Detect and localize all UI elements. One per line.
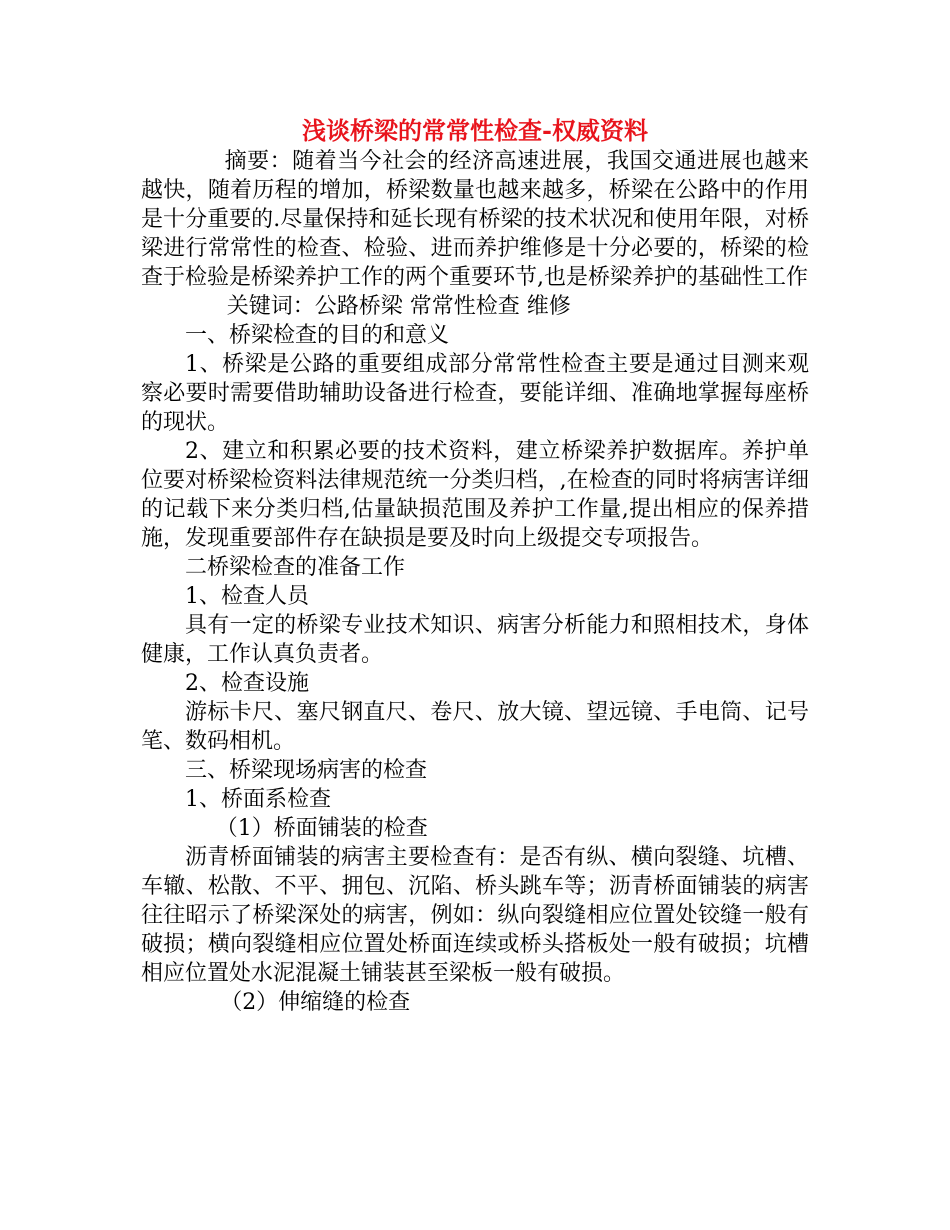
section-heading-2: 二桥梁检查的准备工作	[185, 555, 406, 580]
subsection-heading: 1、桥面系检查	[185, 787, 331, 812]
body-paragraph: 2、建立和积累必要的技术资料，建立桥梁养护数据库。养护单位要对桥梁检资料法律规范统一分类归档，,在检查的同时将病害详细的记载下来分类归档,估量缺损范围及养护工作量,提出相应的保养措施，发现重要部件存在缺损是要及时向上级提交专项报告。	[141, 439, 809, 551]
sub-subsection-heading: （1）桥面铺装的检查	[215, 816, 428, 841]
body-paragraph: 沥青桥面铺装的病害主要检查有：是否有纵、横向裂缝、坑槽、车辙、松散、不平、拥包、沉陷、桥头跳车等；沥青桥面铺装的病害往往昭示了桥梁深处的病害，例如：纵向裂缝相应位置处铰缝一般有破损；横向裂缝相应位置处桥面连续或桥头搭板处一般有破损；坑槽相应位置处水泥混凝土铺装甚至梁板一般有破损。	[141, 845, 809, 986]
body-paragraph: 游标卡尺、塞尺钢直尺、卷尺、放大镜、望远镜、手电筒、记号笔、数码相机。	[141, 700, 809, 754]
body-paragraph: 具有一定的桥梁专业技术知识、病害分析能力和照相技术，身体健康，工作认真负责者。	[141, 613, 809, 667]
section-heading-3: 三、桥梁现场病害的检查	[185, 758, 428, 783]
abstract-paragraph: 摘要：随着当今社会的经济高速进展，我国交通进展也越来越快，随着历程的增加，桥梁数量也越来越多，桥梁在公路中的作用是十分重要的.尽量保持和延长现有桥梁的技术状况和使用年限，对桥梁进行常常性的检查、检验、进而养护维修是十分必要的，桥梁的检查于检验是桥梁养护工作的两个重要环节,也是桥梁养护的基础性工作	[141, 149, 809, 290]
body-paragraph: 1、桥梁是公路的重要组成部分常常性检查主要是通过目测来观察必要时需要借助辅助设备进行检查，要能详细、准确地掌握每座桥的现状。	[141, 352, 809, 435]
section-heading-1: 一、桥梁检查的目的和意义	[185, 323, 450, 348]
keywords-paragraph: 关键词：公路桥梁 常常性检查 维修	[226, 294, 571, 319]
document-body	[141, 147, 809, 1017]
sub-subsection-heading: （2）伸缩缝的检查	[220, 990, 411, 1015]
subsection-heading: 2、检查设施	[185, 671, 309, 696]
document-title: 浅谈桥梁的常常性检查-权威资料	[302, 116, 648, 145]
subsection-heading: 1、检查人员	[185, 584, 309, 609]
